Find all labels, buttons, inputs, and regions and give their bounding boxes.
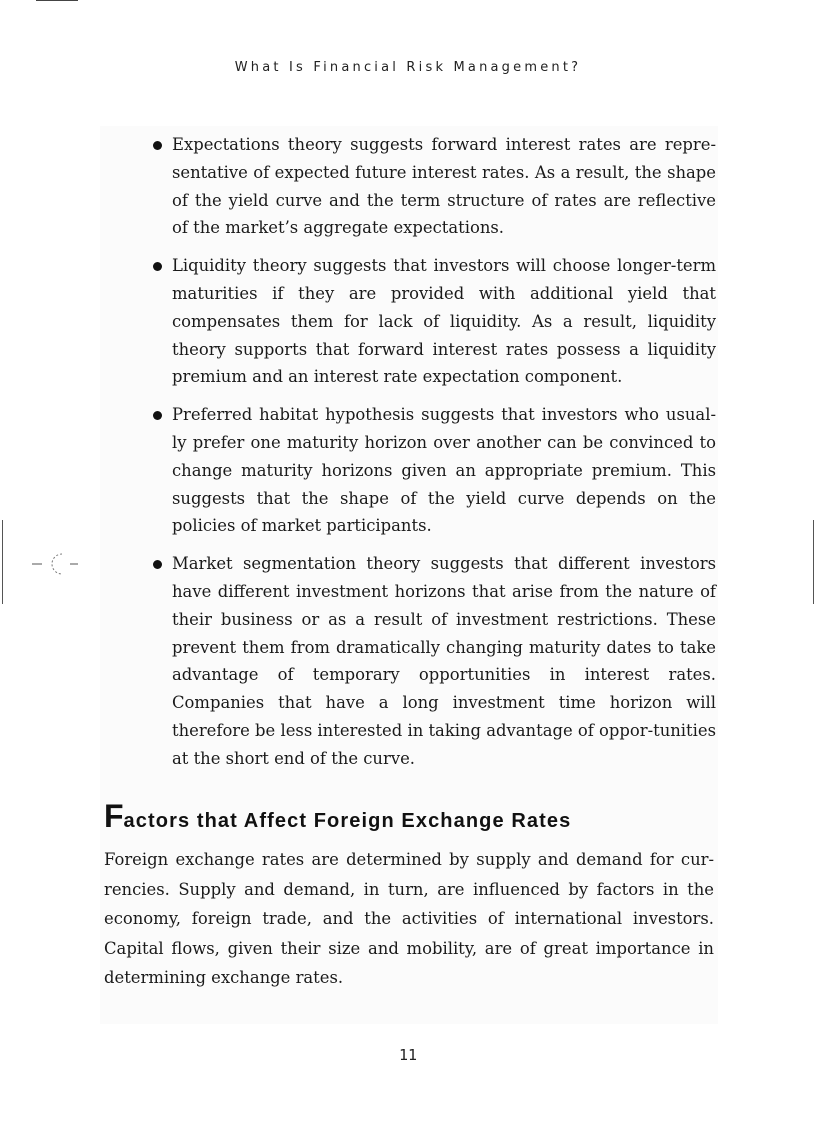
bullet-item-liquidity-theory <box>150 252 716 391</box>
right-margin-bar <box>813 520 814 604</box>
bullet-item-market-segmentation <box>150 550 716 772</box>
left-margin-bar <box>2 520 3 604</box>
bullet-dot-icon <box>153 141 162 150</box>
registration-mark-icon <box>32 550 80 578</box>
section-heading-text: actors that Affect Foreign Exchange Rates <box>123 810 572 832</box>
bullet-dot-icon <box>153 411 162 420</box>
section-body-paragraph: Foreign exchange rates are determined by supply and demand for cur-rencies. Supply and demand, in turn, are influenced by factors in the economy, foreign trade, and the activities of international investors. Capital flows, given their size and mobility, are of great importance in determining exchange rates. <box>104 850 714 987</box>
top-rule <box>36 0 78 1</box>
page-number: 11 <box>398 1046 418 1064</box>
bullet-item-expectations-theory <box>150 131 716 242</box>
running-head: What Is Financial Risk Management? <box>234 60 582 75</box>
bullet-text: Preferred habitat hypothesis suggests that investors who usual-ly prefer one maturity horizon over another can be convinced to change maturity horizons given an appropriate premium. This suggests that the shape of the yield curve depends on the policies of market participants. <box>172 405 716 536</box>
bullet-text: Market segmentation theory suggests that different investors have different investment horizons that arise from the nature of their business or as a result of investment restrictions. These prevent them from dramatically changing maturity dates to take advantage of temporary opportunities in interest rates. Companies that have a long investment time horizon will therefore be less interested in taking advantage of oppor-tunities at the short end of the curve. <box>172 554 716 768</box>
bullet-dot-icon <box>153 560 162 569</box>
bullet-text: Liquidity theory suggests that investors will choose longer-term maturities if they are provided with additional yield that compensates them for lack of liquidity. As a result, liquidity theory supports that forward interest rates possess a liquidity premium and an interest rate expectation component. <box>172 256 716 387</box>
theory-bullet-list <box>150 131 716 783</box>
bullet-item-preferred-habitat <box>150 401 716 540</box>
bullet-dot-icon <box>153 262 162 271</box>
bullet-text: Expectations theory suggests forward interest rates are repre-sentative of expected future interest rates. As a result, the shape of the yield curve and the term structure of rates are reflective of the market’s aggregate expectations. <box>172 135 716 238</box>
section-heading <box>104 798 571 835</box>
section-heading-initial: F <box>104 798 124 834</box>
